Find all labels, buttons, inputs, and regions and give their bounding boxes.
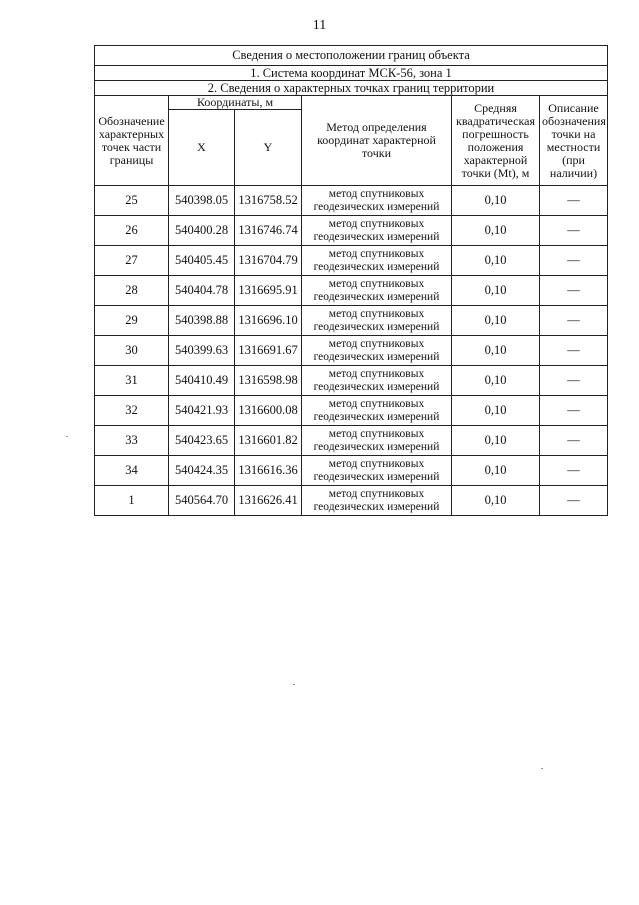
cell-description: —	[540, 216, 608, 246]
cell-error: 0,10	[452, 396, 540, 426]
table-row	[95, 306, 608, 336]
table-title-row	[95, 46, 608, 66]
cell-description: —	[540, 306, 608, 336]
cell-error: 0,10	[452, 366, 540, 396]
table-row	[95, 336, 608, 366]
cell-x: 540398.05	[169, 186, 235, 216]
table-row	[95, 216, 608, 246]
table-row	[95, 456, 608, 486]
header-row-1	[95, 96, 608, 110]
section-title: 2. Сведения о характерных точках границ территории	[95, 81, 608, 96]
section-row	[95, 81, 608, 96]
cell-description: —	[540, 246, 608, 276]
cell-y: 1316758.52	[235, 186, 302, 216]
table-row	[95, 396, 608, 426]
header-x: X	[169, 110, 235, 186]
cell-error: 0,10	[452, 426, 540, 456]
cell-error: 0,10	[452, 306, 540, 336]
cell-description: —	[540, 366, 608, 396]
cell-y: 1316695.91	[235, 276, 302, 306]
cell-description: —	[540, 186, 608, 216]
cell-x: 540399.63	[169, 336, 235, 366]
cell-method: метод спутниковых геодезических измерений	[302, 396, 452, 426]
cell-point: 27	[95, 246, 169, 276]
table-row	[95, 246, 608, 276]
boundary-table	[94, 45, 608, 516]
cell-method: метод спутниковых геодезических измерений	[302, 306, 452, 336]
cell-point: 30	[95, 336, 169, 366]
cell-x: 540410.49	[169, 366, 235, 396]
header-coordinates: Координаты, м	[169, 96, 302, 110]
cell-method: метод спутниковых геодезических измерений	[302, 186, 452, 216]
cell-point: 26	[95, 216, 169, 246]
header-method: Метод определения координат характерной точки	[302, 96, 452, 186]
cell-description: —	[540, 336, 608, 366]
cell-description: —	[540, 396, 608, 426]
cell-description: —	[540, 276, 608, 306]
cell-point: 1	[95, 486, 169, 516]
cell-method: метод спутниковых геодезических измерений	[302, 366, 452, 396]
cell-description: —	[540, 486, 608, 516]
cell-error: 0,10	[452, 456, 540, 486]
cell-x: 540423.65	[169, 426, 235, 456]
cell-x: 540400.28	[169, 216, 235, 246]
cell-point: 32	[95, 396, 169, 426]
cell-method: метод спутниковых геодезических измерений	[302, 246, 452, 276]
scan-speck	[293, 684, 295, 685]
cell-y: 1316598.98	[235, 366, 302, 396]
cell-method: метод спутниковых геодезических измерений	[302, 456, 452, 486]
cell-method: метод спутниковых геодезических измерений	[302, 486, 452, 516]
cell-point: 34	[95, 456, 169, 486]
cell-y: 1316746.74	[235, 216, 302, 246]
header-y: Y	[235, 110, 302, 186]
cell-point: 33	[95, 426, 169, 456]
table-row	[95, 426, 608, 456]
table-row	[95, 366, 608, 396]
coordinate-system-row	[95, 66, 608, 81]
page-number: 11	[312, 18, 327, 33]
table-row	[95, 276, 608, 306]
cell-method: метод спутниковых геодезических измерений	[302, 276, 452, 306]
cell-error: 0,10	[452, 186, 540, 216]
cell-x: 540404.78	[169, 276, 235, 306]
cell-point: 29	[95, 306, 169, 336]
cell-y: 1316616.36	[235, 456, 302, 486]
cell-error: 0,10	[452, 246, 540, 276]
table-title: Сведения о местоположении границ объекта	[95, 46, 608, 66]
scan-speck	[66, 436, 68, 437]
coordinate-system: 1. Система координат МСК-56, зона 1	[95, 66, 608, 81]
table-row	[95, 486, 608, 516]
cell-method: метод спутниковых геодезических измерений	[302, 426, 452, 456]
cell-point: 28	[95, 276, 169, 306]
cell-point: 31	[95, 366, 169, 396]
cell-y: 1316704.79	[235, 246, 302, 276]
cell-error: 0,10	[452, 276, 540, 306]
cell-description: —	[540, 426, 608, 456]
cell-x: 540421.93	[169, 396, 235, 426]
cell-y: 1316600.08	[235, 396, 302, 426]
cell-point: 25	[95, 186, 169, 216]
cell-y: 1316626.41	[235, 486, 302, 516]
header-point: Обозначение характерных точек части границы	[95, 96, 169, 186]
cell-error: 0,10	[452, 216, 540, 246]
cell-y: 1316696.10	[235, 306, 302, 336]
cell-method: метод спутниковых геодезических измерений	[302, 336, 452, 366]
header-error: Средняя квадратическая погрешность положения характерной точки (Mt), м	[452, 96, 540, 186]
cell-method: метод спутниковых геодезических измерений	[302, 216, 452, 246]
cell-x: 540424.35	[169, 456, 235, 486]
table-row	[95, 186, 608, 216]
cell-x: 540405.45	[169, 246, 235, 276]
scan-speck	[541, 768, 543, 769]
cell-y: 1316601.82	[235, 426, 302, 456]
cell-y: 1316691.67	[235, 336, 302, 366]
header-description: Описание обозначения точки на местности (при наличии)	[540, 96, 608, 186]
cell-x: 540398.88	[169, 306, 235, 336]
cell-x: 540564.70	[169, 486, 235, 516]
cell-error: 0,10	[452, 336, 540, 366]
cell-error: 0,10	[452, 486, 540, 516]
cell-description: —	[540, 456, 608, 486]
